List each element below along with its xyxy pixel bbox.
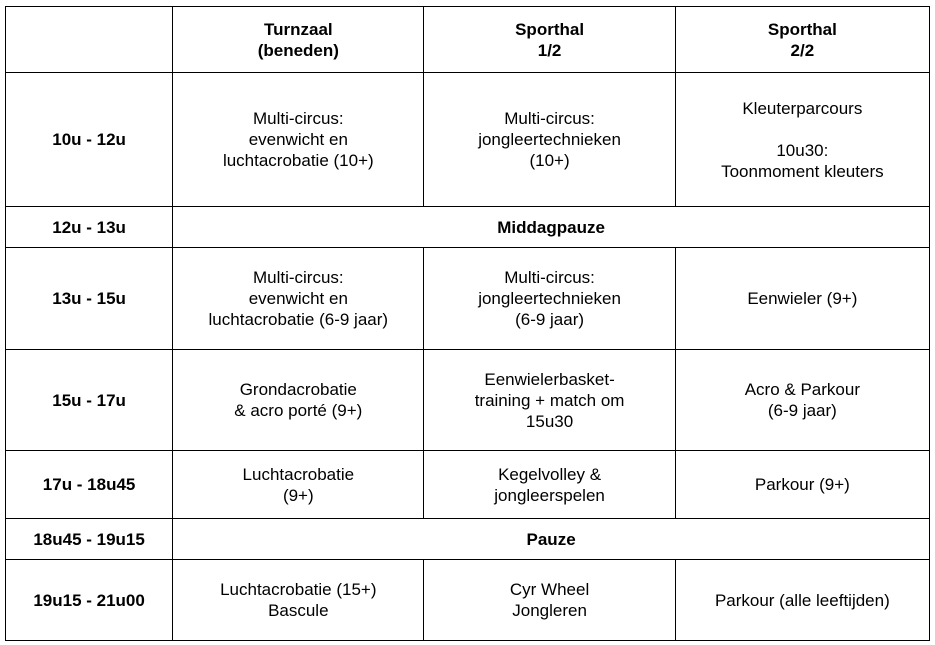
activity-line: (6-9 jaar) <box>767 401 837 420</box>
activity-line: 15u30 <box>525 411 574 431</box>
activity-line: evenwicht en <box>248 289 348 308</box>
activity-line: jongleertechnieken <box>478 289 621 308</box>
activity-line: evenwicht en <box>248 130 348 149</box>
activity-line: Luchtacrobatie (15+) <box>220 580 377 599</box>
activity-line: 10u30: <box>776 140 829 160</box>
activity-line: jongleerspelen <box>494 485 605 505</box>
time-slot: 17u - 18u45 <box>6 451 173 519</box>
time-slot: 18u45 - 19u15 <box>6 519 173 560</box>
activity-cell <box>173 73 424 207</box>
room-header-line: (beneden) <box>257 40 339 60</box>
schedule-row <box>6 519 930 560</box>
schedule-row <box>6 248 930 350</box>
activity-cell <box>173 248 424 350</box>
time-slot: 10u - 12u <box>6 73 173 207</box>
activity-line: Eenwielerbasket- <box>484 369 615 389</box>
activity-line: Multi-circus: <box>252 109 344 128</box>
activity-line: Bascule <box>268 601 329 620</box>
activity-line: Acro & Parkour <box>744 380 860 399</box>
schedule-row <box>6 207 930 248</box>
activity-cell <box>173 451 424 519</box>
activity-cell <box>173 350 424 451</box>
activity-line: training + match om <box>474 390 625 410</box>
activity-line: Grondacrobatie <box>239 380 357 399</box>
activity-line: (6-9 jaar) <box>515 310 585 329</box>
activity-cell <box>424 451 675 519</box>
activity-cell <box>675 560 929 641</box>
activity-line: & acro porté (9+) <box>234 401 363 420</box>
activity-line: Multi-circus: <box>504 268 595 287</box>
time-slot: 13u - 15u <box>6 248 173 350</box>
schedule-table <box>5 6 930 641</box>
activity-cell <box>675 73 929 207</box>
schedule-row <box>6 560 930 641</box>
activity-line: Kleuterparcours <box>742 98 863 118</box>
activity-line: Multi-circus: <box>504 109 595 128</box>
time-slot: 19u15 - 21u00 <box>6 560 173 641</box>
room-header-sporthal-2-2 <box>675 7 929 73</box>
activity-line: Toonmoment kleuters <box>721 161 884 181</box>
header-row <box>6 7 930 73</box>
activity-line: jongleertechnieken <box>478 130 621 149</box>
schedule-row <box>6 350 930 451</box>
activity-line: Parkour (alle leeftijden) <box>714 590 890 610</box>
activity-cell <box>424 350 675 451</box>
activity-cell <box>675 248 929 350</box>
room-header-sporthal-1-2 <box>424 7 675 73</box>
break-cell: Pauze <box>173 519 930 560</box>
activity-line: luchtacrobatie (10+) <box>222 151 374 170</box>
time-slot: 15u - 17u <box>6 350 173 451</box>
activity-cell <box>424 560 675 641</box>
break-cell: Middagpauze <box>173 207 930 248</box>
line-gap <box>682 119 923 140</box>
activity-cell <box>424 73 675 207</box>
activity-line: Eenwieler (9+) <box>747 289 858 308</box>
activity-line: (9+) <box>282 485 314 505</box>
corner-cell <box>6 7 173 73</box>
activity-line: Parkour (9+) <box>754 475 850 494</box>
schedule-row <box>6 451 930 519</box>
room-header-line: Turnzaal <box>263 19 333 39</box>
activity-line: luchtacrobatie (6-9 jaar) <box>208 310 389 329</box>
time-slot: 12u - 13u <box>6 207 173 248</box>
activity-line: Kegelvolley & <box>498 464 602 484</box>
schedule-row <box>6 73 930 207</box>
activity-line: Jongleren <box>512 601 587 620</box>
activity-cell <box>675 350 929 451</box>
activity-cell <box>424 248 675 350</box>
activity-cell <box>675 451 929 519</box>
activity-line: Cyr Wheel <box>509 580 590 599</box>
activity-line: Multi-circus: <box>252 268 344 287</box>
room-header-turnzaal <box>173 7 424 73</box>
room-header-line: 2/2 <box>790 40 815 60</box>
activity-line: (10+) <box>529 151 570 170</box>
activity-cell <box>173 560 424 641</box>
room-header-line: Sporthal <box>767 19 837 39</box>
room-header-line: 1/2 <box>537 40 562 60</box>
room-header-line: Sporthal <box>515 19 585 39</box>
activity-line: Luchtacrobatie <box>242 464 355 484</box>
